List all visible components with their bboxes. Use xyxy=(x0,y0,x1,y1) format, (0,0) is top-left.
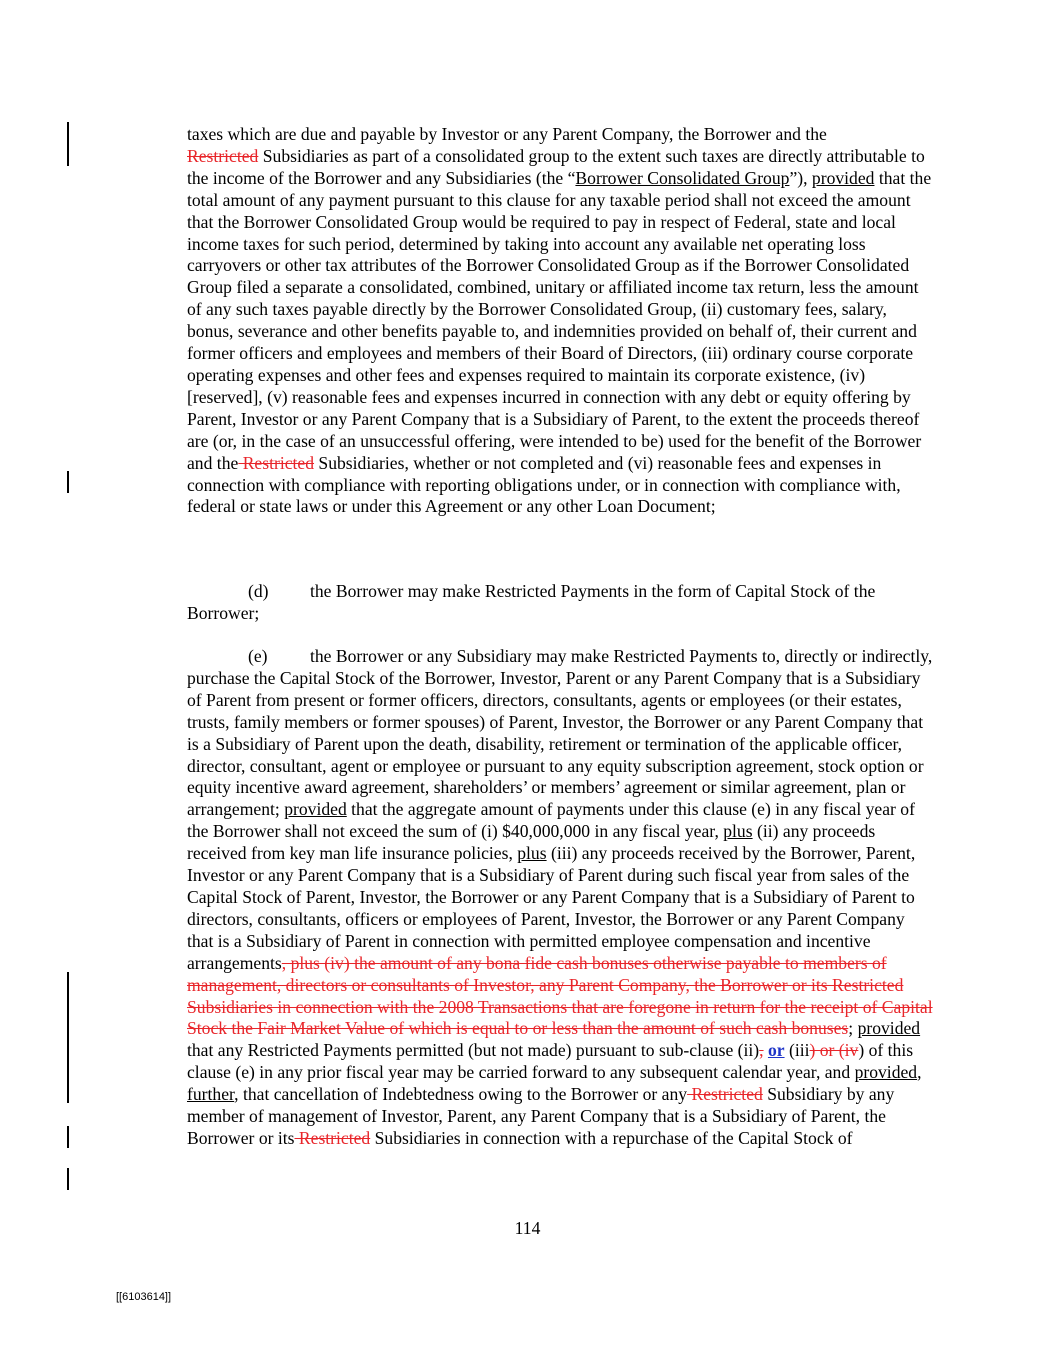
underlined-term: provided xyxy=(857,1018,921,1039)
text-run: taxes which are due and payable by Investor or any Parent Company, the Borrower and the xyxy=(187,124,827,144)
text-run: ; xyxy=(848,1018,858,1039)
text-run: (iii) any proceeds received by the Borrower, Parent, Investor or any Parent Company that is a Subsidiary of Parent during such fiscal year from sales of the Capital Stock of Parent, Investor, the Borrower or any Parent Company that is a Subsidiary of Parent to directors, consultants, officers or employees of Parent, Investor, the Borrower or any Parent Company that is a Subsidiary of Parent in connection with permitted employee compensation and incentive arrangements xyxy=(187,843,916,973)
text-run: (iii xyxy=(784,1040,810,1061)
underlined-term: plus xyxy=(517,843,547,864)
paragraph-c-continued xyxy=(187,124,933,518)
change-bar xyxy=(67,1168,69,1190)
change-bar xyxy=(67,1126,69,1148)
deleted-text: Restricted xyxy=(294,1127,371,1148)
text-run: that the aggregate amount of payments under this clause (e) in any fiscal year of the Borrower shall not exceed the sum of (i) $40,000,000 in any fiscal year, xyxy=(187,799,915,842)
deleted-text: Restricted xyxy=(687,1084,763,1105)
text-run: Subsidiaries in connection with a repurchase of the Capital Stock of xyxy=(370,1127,853,1148)
deleted-text: ) or (iv xyxy=(809,1040,859,1061)
text-run: the Borrower or any Subsidiary may make Restricted Payments to, directly or indirectly, purchase the Capital Stock of the Borrower, Investor, Parent or any Parent Company that is a Subsidiary of Parent from present or former officers, directors, consultants, agents or employees (or their estates, trusts, family members or former spouses) of Parent, Investor, the Borrower or any Parent Company that is a Subsidiary of Parent upon the death, disability, retirement or termination of the applicable officer, director, consultant, agent or employee or pursuant to any equity subscription agreement, stock option or equity incentive award agreement, shareholders’ or members’ agreement or similar agreement, plan or arrangement; xyxy=(187,646,933,820)
page-number: 114 xyxy=(514,1218,541,1238)
text-run: Subsidiaries as part of a consolidated group to the extent such taxes are directly attributable to the income of the Borrower and any Subsidiaries (the “ xyxy=(187,145,925,188)
underlined-term: provided xyxy=(854,1062,918,1083)
text-run: the Borrower may make Restricted Payments in the form of Capital Stock of the xyxy=(310,581,876,601)
defined-term: Borrower Consolidated Group xyxy=(575,167,790,188)
text-run: Subsidiary by any member of management of Investor, Parent, any Parent Company that is a Subsidiary of Parent, the Borrower or its xyxy=(187,1084,895,1148)
underlined-term: provided xyxy=(284,799,347,820)
underlined-term: provided xyxy=(811,167,875,188)
text-run: , xyxy=(917,1062,922,1083)
underlined-term: further xyxy=(187,1084,235,1105)
text-run: Subsidiaries, whether or not completed and (vi) reasonable fees and expenses in connection with compliance with reporting obligations under, or in connection with compliance with, federal or state laws or under this Agreement or any other Loan Document; xyxy=(187,452,901,517)
text-run: ) of this clause (e) in any prior fiscal year may be carried forward to any subsequent calendar year, and xyxy=(187,1040,914,1083)
text-run: , that cancellation of Indebtedness owing to the Borrower or any xyxy=(234,1084,688,1105)
paragraph-d xyxy=(187,581,933,625)
text-run: that any Restricted Payments permitted (but not made) pursuant to sub-clause (ii) xyxy=(187,1040,760,1061)
deleted-text: Restricted xyxy=(238,452,315,473)
change-bar xyxy=(67,972,69,1103)
paragraph-e xyxy=(187,646,933,1150)
change-bar xyxy=(67,471,69,493)
inserted-text: or xyxy=(767,1040,785,1061)
deleted-text: Restricted xyxy=(187,145,259,166)
deleted-text: , xyxy=(759,1040,764,1061)
clause-label: (e) xyxy=(248,646,268,666)
text-run: ”), xyxy=(789,167,812,188)
text-run: (ii) any proceeds received from key man life insurance policies, xyxy=(187,821,876,864)
text-run: that the total amount of any payment pursuant to this clause for any taxable period shall not exceed the amount that the Borrower Consolidated Group would be required to pay in respect of Federal, state and local income taxes for such period, determined by taking into account any available net operating loss carryovers or other tax attributes of the Borrower Consolidated Group as if the Borrower Consolidated Group filed a separate a consolidated, combined, unitary or affiliated income tax return, less the amount of any such taxes payable directly by the Borrower Consolidated Group, (ii) customary fees, salary, bonus, severance and other benefits payable to, and indemnities provided on behalf of, their current and former officers and employees and members of their Board of Directors, (iii) ordinary course corporate operating expenses and other fees and expenses required to maintain its corporate existence, (iv) [reserved], (v) reasonable fees and expenses incurred in connection with any debt or equity offering by Parent, Investor or any Parent Company that is a Subsidiary of Parent, to the extent the proceeds thereof are (or, in the case of an unsuccessful offering, were intended to be) used for the benefit of the Borrower and the xyxy=(187,167,932,473)
underlined-term: plus xyxy=(723,821,753,842)
change-bar xyxy=(67,122,69,166)
document-id: [[6103614]] xyxy=(116,1291,172,1303)
clause-label: (d) xyxy=(248,581,269,601)
text-run: Borrower; xyxy=(187,602,260,623)
deleted-text: , plus (iv) the amount of any bona fide cash bonuses otherwise payable to members of management, directors or consultants of Investor, any Parent Company, the Borrower or its Restricted Subsidiaries in connection with the 2008 Transactions that are foregone in return for the receipt of Capital Stock the Fair Market Value of which is equal to or less than the amount of such cash bonuses xyxy=(187,952,933,1039)
